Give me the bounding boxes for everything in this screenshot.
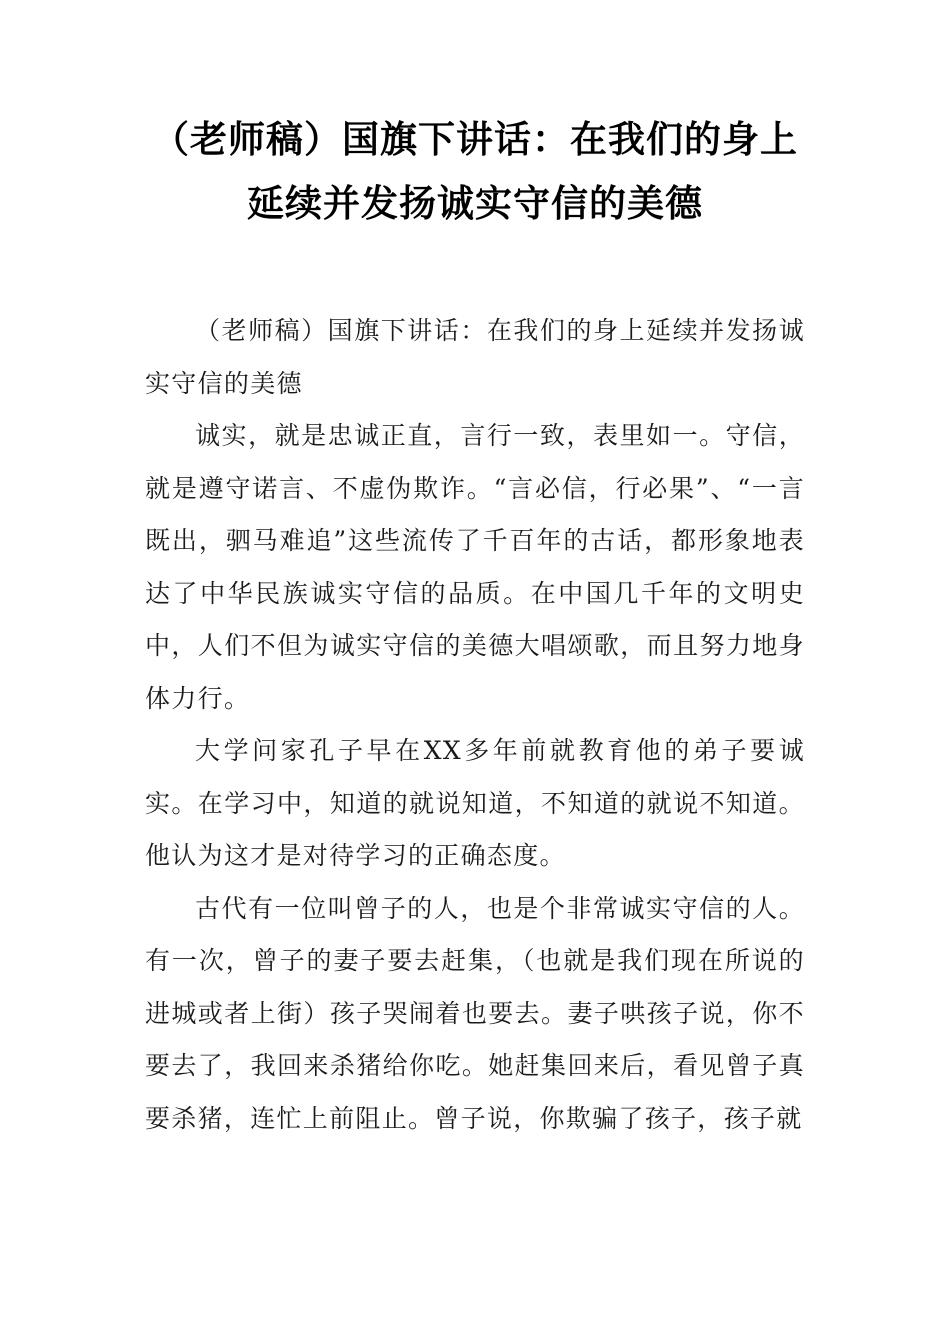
paragraph-confucius: 大学问家孔子早在XX多年前就教育他的弟子要诚实。在学习中，知道的就说知道，不知道的就说不知道。他认为这才是对待学习的正确态度。 [145,736,805,870]
paragraph-subtitle: （老师稿）国旗下讲话：在我们的身上延续并发扬诚实守信的美德 [145,316,805,398]
document-body [145,305,805,1145]
paragraph-honesty-definition: 诚实，就是忠诚正直，言行一致，表里如一。守信，就是遵守诺言、不虚伪欺诈。“言必信，行必果”、“一言既出，驷马难追”这些流传了千百年的古话，都形象地表达了中华民族诚实守信的品质。在中国几千年的文明史中，人们不但为诚实守信的美德大唱颂歌，而且努力地身体力行。 [145,421,805,713]
paragraph-zengzi: 古代有一位叫曾子的人，也是个非常诚实守信的人。有一次，曾子的妻子要去赶集，（也就是我们现在所说的进城或者上街）孩子哭闹着也要去。妻子哄孩子说，你不要去了，我回来杀猪给你吃。她赶集回来后，看见曾子真要杀猪，连忙上前阻止。曾子说，你欺骗了孩子，孩子就 [145,893,805,1133]
title-line-2: 延续并发扬诚实守信的美德 [247,182,703,225]
title-line-1: （老师稿）国旗下讲话：在我们的身上 [152,118,798,161]
document-title [120,108,830,236]
